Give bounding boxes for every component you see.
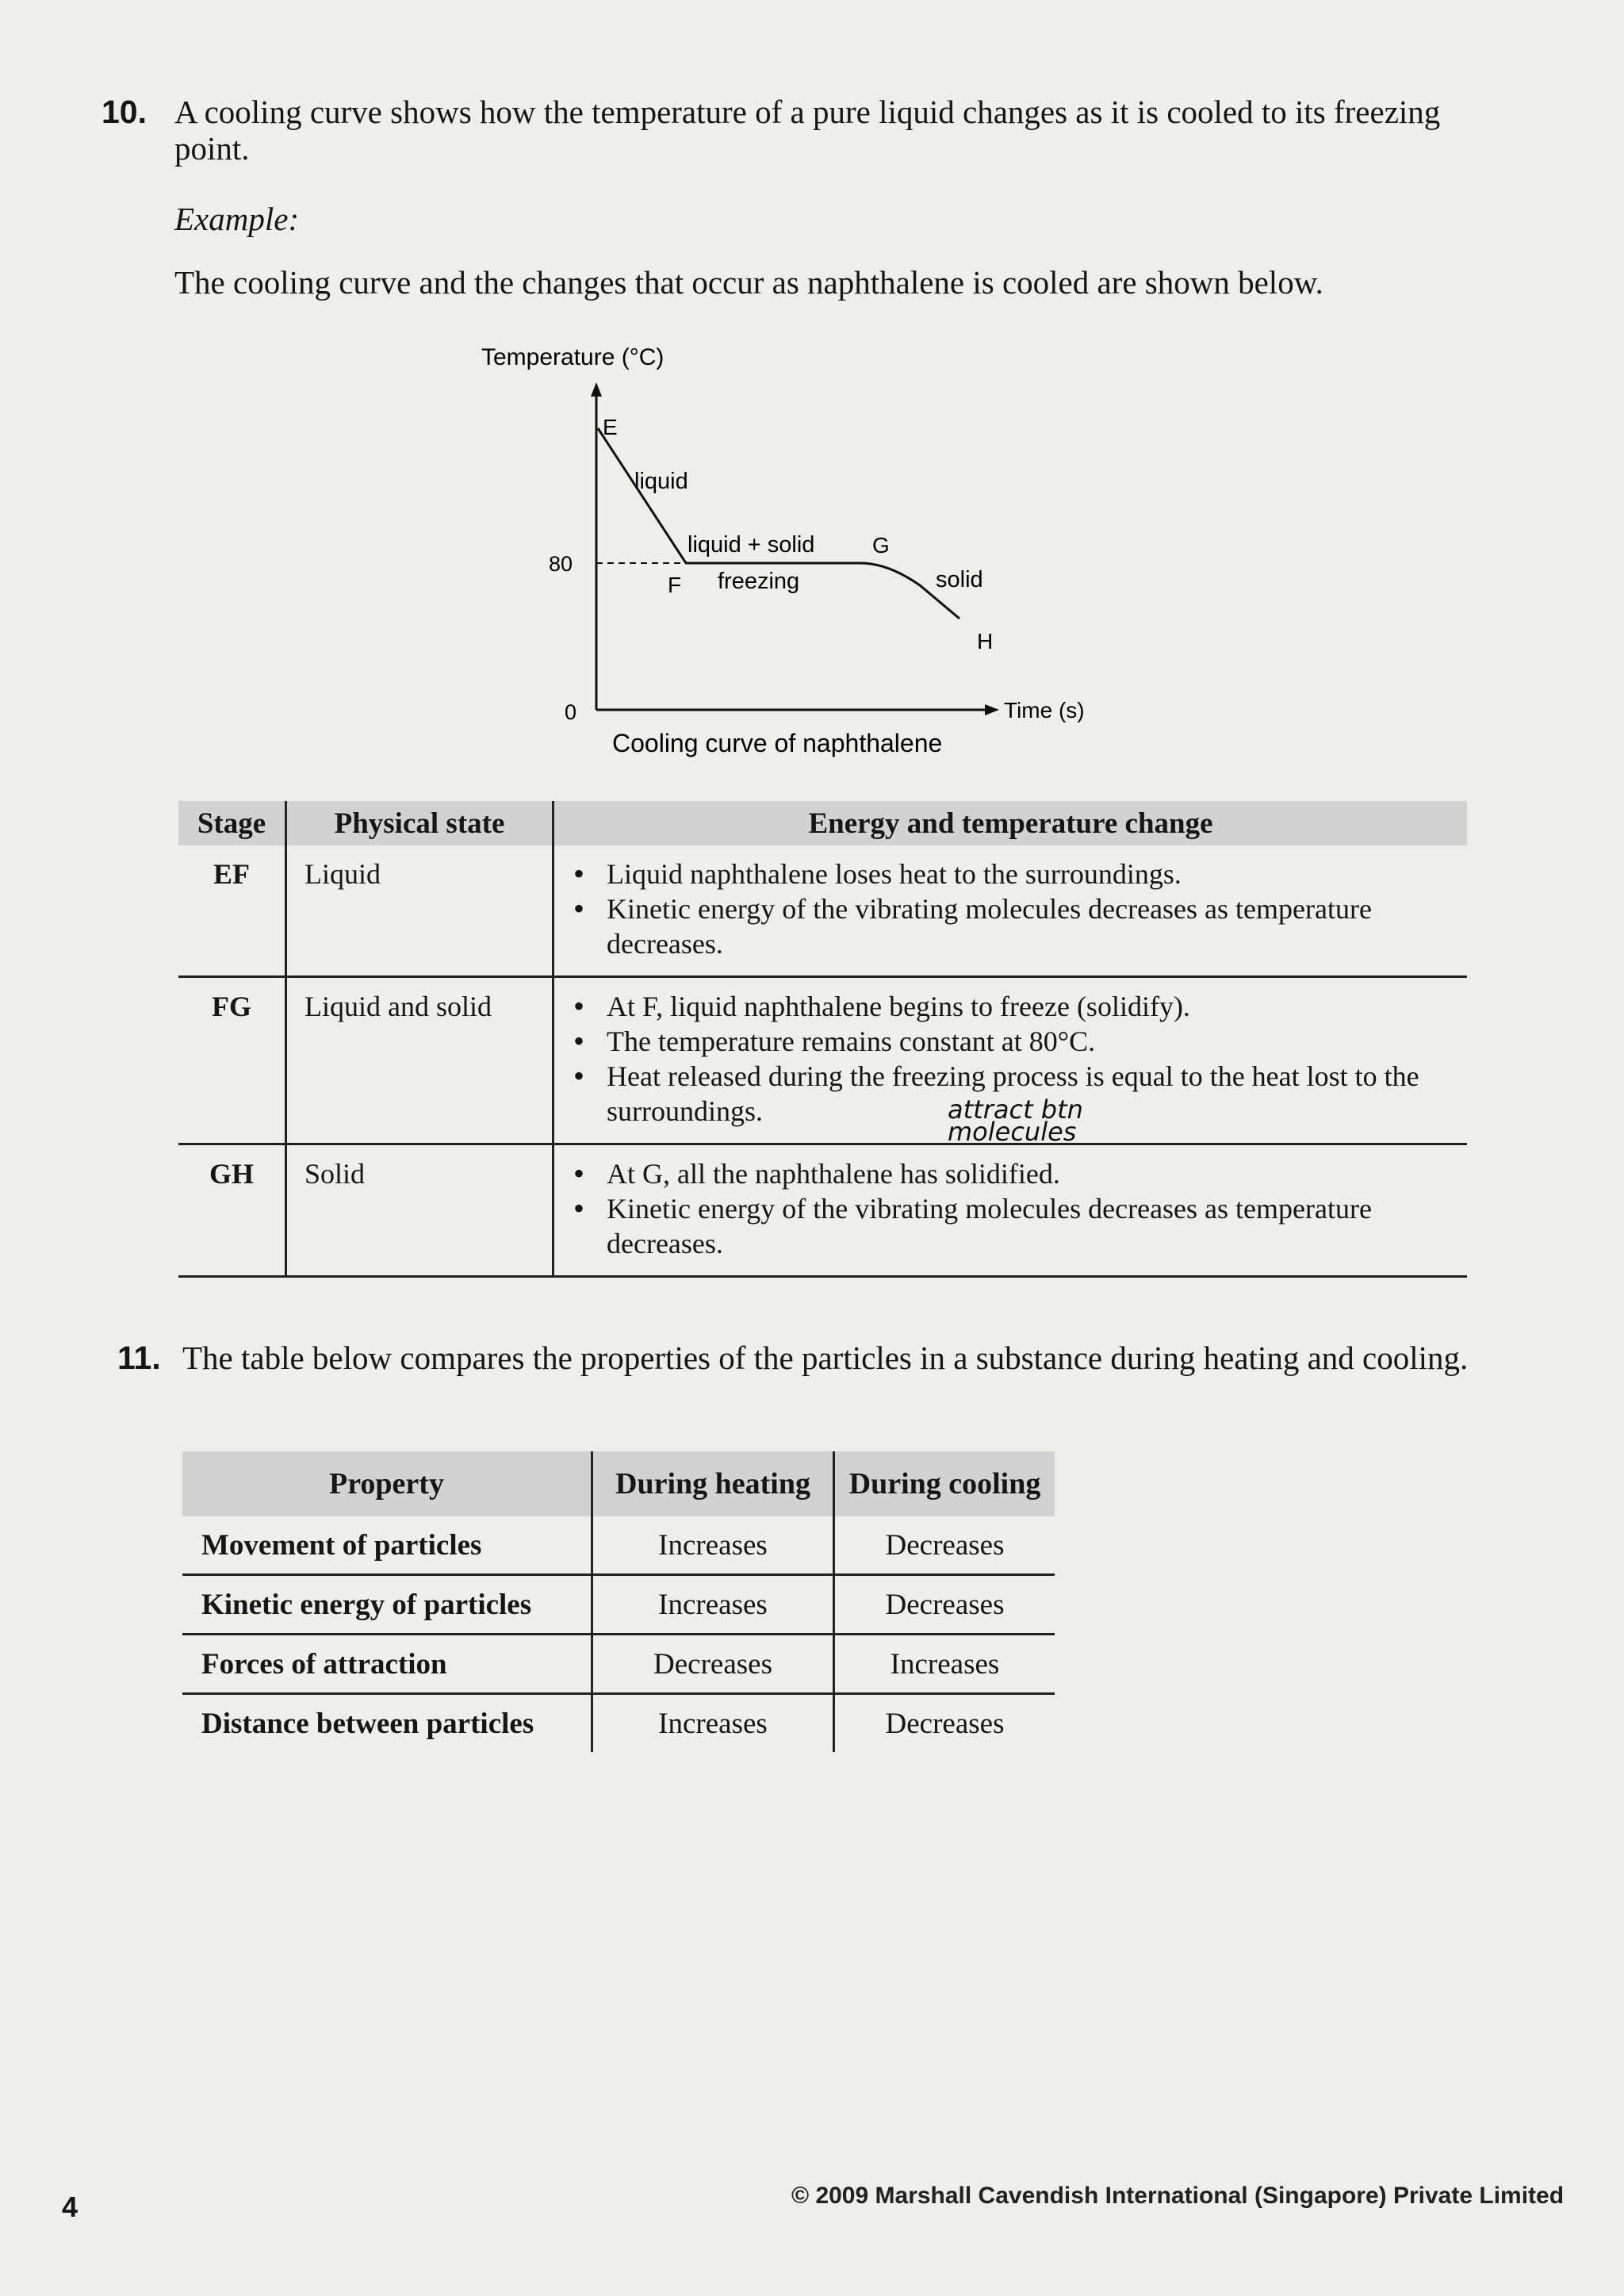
y-axis-label: Temperature (°C) — [481, 344, 665, 370]
page-number: 4 — [62, 2191, 79, 2223]
handwritten-note: attract btn molecules — [948, 1094, 1083, 1147]
segment-freezing-label: freezing — [718, 569, 800, 594]
point-e-label: E — [603, 415, 618, 439]
bullet-list — [570, 1156, 1457, 1261]
question-11 — [117, 1337, 1473, 1378]
table1-header-energy: Energy and temperature change — [553, 801, 1468, 845]
stage-cell: GH — [178, 1144, 286, 1277]
copyright-notice: © 2009 Marshall Cavendish International (Singapore) Private Limited — [791, 2183, 1565, 2209]
cooling-cell: Decreases — [834, 1694, 1055, 1753]
bullet-item: • Heat released during the freezing process is equal to the heat lost to the surroundings. — [570, 1059, 1457, 1129]
table-row — [182, 1694, 1055, 1753]
question-10 — [102, 94, 1465, 167]
energy-cell — [553, 1144, 1468, 1277]
x-axis-label: Time (s) — [1004, 698, 1085, 723]
energy-cell — [553, 845, 1468, 977]
question-10-text: A cooling curve shows how the temperature of a pure liquid changes as it is cooled to its freezing point. — [174, 94, 1441, 167]
heating-cell: Decreases — [592, 1635, 834, 1694]
particle-properties-table — [182, 1451, 1055, 1752]
stage-cell: EF — [178, 845, 286, 977]
question-10-number: 10. — [102, 94, 147, 130]
y-tick-80: 80 — [549, 552, 573, 576]
table2-header-heating: During heating — [592, 1451, 834, 1516]
state-cell: Liquid and solid — [286, 977, 553, 1144]
bullet-item: • Kinetic energy of the vibrating molecules decreases as temperature decreases. — [570, 891, 1457, 961]
property-cell: Distance between particles — [182, 1694, 592, 1753]
table-row — [178, 977, 1467, 1144]
segment-liquid-label: liquid — [634, 469, 688, 494]
segment-liquid-solid-label: liquid + solid — [688, 532, 815, 558]
table-row — [178, 1144, 1467, 1277]
example-intro: The cooling curve and the changes that occur as naphthalene is cooled are shown below. — [174, 264, 1323, 301]
property-cell: Movement of particles — [182, 1516, 592, 1575]
segment-solid-label: solid — [936, 567, 983, 592]
cooling-curve-chart — [444, 333, 1158, 777]
table2-header-property: Property — [182, 1451, 592, 1516]
y-tick-0: 0 — [565, 700, 577, 724]
x-axis-arrow — [985, 704, 999, 715]
stage-cell: FG — [178, 977, 286, 1144]
table-row — [178, 845, 1467, 977]
y-axis-arrow — [591, 382, 602, 397]
table-row — [182, 1516, 1055, 1575]
table2-header-cooling: During cooling — [834, 1451, 1055, 1516]
question-11-number: 11. — [117, 1340, 161, 1376]
example-label: Example: — [174, 201, 300, 237]
table-row — [182, 1635, 1055, 1694]
state-cell: Liquid — [286, 845, 553, 977]
bullet-item: • At F, liquid naphthalene begins to freeze (solidify). — [570, 989, 1457, 1024]
bullet-item: • Liquid naphthalene loses heat to the surroundings. — [570, 857, 1457, 891]
point-g-label: G — [872, 533, 890, 558]
property-cell: Kinetic energy of particles — [182, 1575, 592, 1635]
energy-temperature-table — [178, 801, 1467, 1278]
bullet-item: • The temperature remains constant at 80°C. — [570, 1024, 1457, 1059]
table-row — [182, 1575, 1055, 1635]
heating-cell: Increases — [592, 1575, 834, 1635]
question-11-text: The table below compares the properties of the particles in a substance during heating and cooling. — [182, 1340, 1469, 1376]
property-cell: Forces of attraction — [182, 1635, 592, 1694]
table1-header-stage: Stage — [178, 801, 286, 845]
cooling-cell: Decreases — [834, 1575, 1055, 1635]
cooling-cell: Decreases — [885, 1528, 1005, 1562]
state-cell: Solid — [286, 1144, 553, 1277]
point-f-label: F — [668, 573, 682, 597]
point-h-label: H — [977, 629, 994, 654]
heating-cell: Increases — [592, 1516, 834, 1575]
figure-caption: Cooling curve of naphthalene — [612, 729, 943, 757]
cooling-cell: Increases — [834, 1635, 1055, 1694]
bullet-item: • Kinetic energy of the vibrating molecules decreases as temperature decreases. — [570, 1191, 1457, 1261]
bullet-item: • At G, all the naphthalene has solidified. — [570, 1156, 1457, 1191]
heating-cell: Increases — [592, 1694, 834, 1753]
table1-header-state: Physical state — [286, 801, 553, 845]
bullet-list — [570, 857, 1457, 961]
